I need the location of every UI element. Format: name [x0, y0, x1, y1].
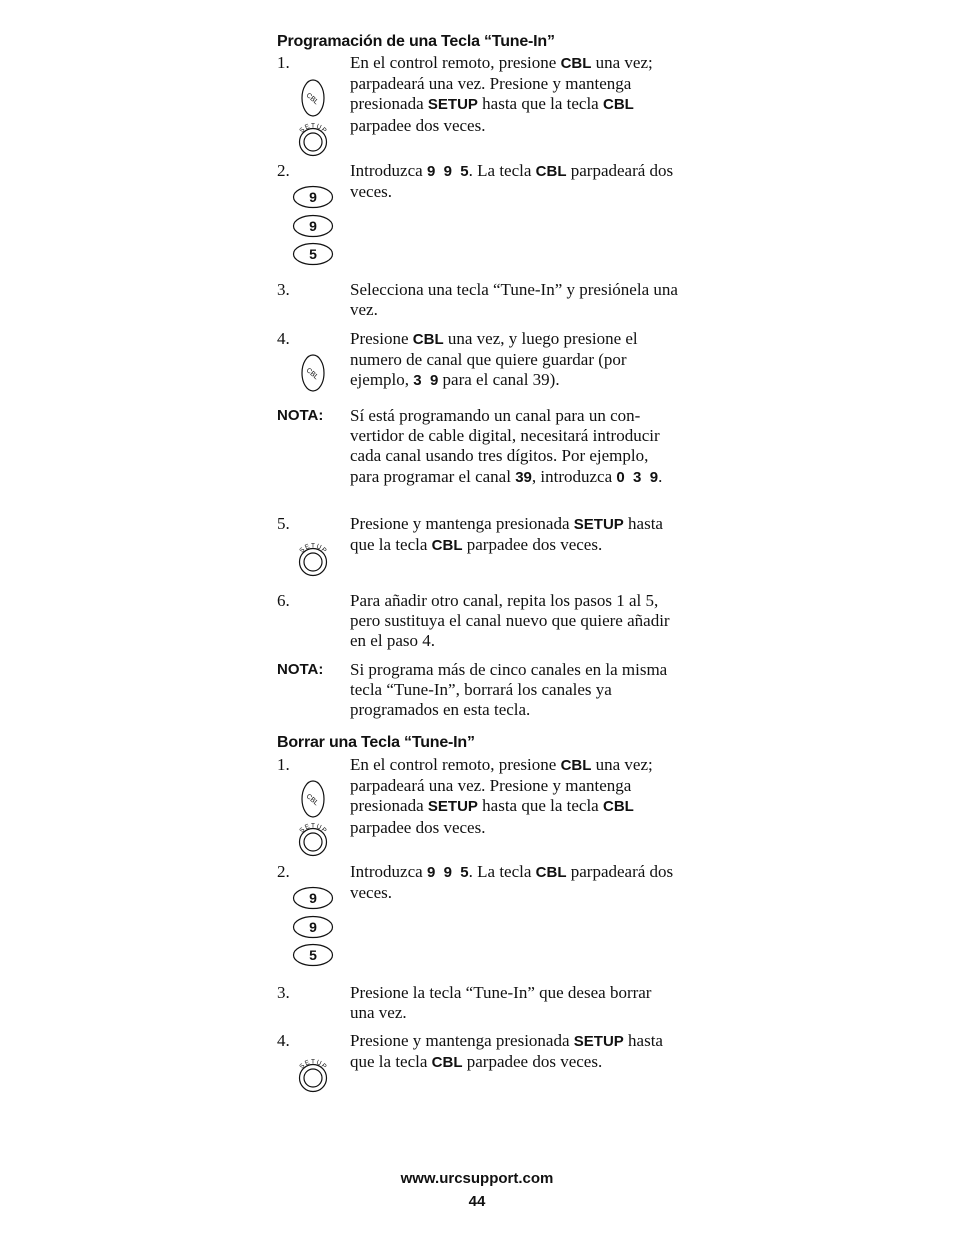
svg-text:U: U — [315, 823, 323, 832]
step-number: 6. — [277, 591, 290, 610]
text-segment: hasta que la tecla — [350, 1031, 663, 1072]
text-segment: parpadee dos veces. — [462, 1052, 603, 1072]
digit-key-icon — [292, 214, 334, 238]
step-text — [350, 514, 680, 556]
step-text — [350, 161, 680, 202]
svg-text:P: P — [319, 546, 328, 555]
svg-text:P: P — [319, 826, 328, 835]
svg-text:U: U — [315, 543, 323, 552]
key-label: 9 9 5 — [426, 864, 469, 881]
key-label: 3 9 — [413, 372, 439, 390]
svg-text:P: P — [319, 1062, 328, 1071]
step-number: 5. — [277, 514, 290, 533]
step-text — [350, 591, 680, 652]
text-segment: , introduzca — [531, 466, 617, 486]
cbl-key-icon — [300, 78, 326, 118]
text-segment: parpadee dos veces. — [350, 115, 486, 135]
text-segment: Para añadir otro canal, repita los pasos 1 al 5, pero sustituya el canal nuevo que quiere añadir en el paso 4. — [350, 591, 670, 651]
svg-text:U: U — [315, 123, 323, 132]
setup-key-icon — [295, 538, 331, 578]
text-segment: Selecciona una tecla “Tune-In” y presiónela una vez. — [350, 280, 678, 320]
footer-url: www.urcsupport.com — [400, 1170, 554, 1187]
key-label: SETUP — [427, 798, 478, 816]
text-segment: parpadee dos veces. — [462, 535, 603, 555]
svg-text:CBL: CBL — [304, 92, 320, 107]
key-label: CBL — [560, 757, 592, 774]
step-number: 2. — [277, 161, 290, 180]
text-segment: Presione y mantenga presionada — [350, 1031, 574, 1050]
svg-text:9: 9 — [309, 890, 317, 906]
step-text — [350, 983, 680, 1023]
svg-text:S: S — [298, 826, 307, 835]
svg-text:T: T — [311, 542, 315, 550]
text-segment: parpadeará dos veces. — [350, 862, 674, 903]
text-segment: Sí está programando un canal para un con-vertidor de cable digital, necesitará introducir cada canal usando tres dígitos. Por ejemplo, para programar el canal — [350, 406, 660, 486]
text-segment: En el control remoto, presione — [350, 53, 561, 72]
svg-text:P: P — [319, 126, 328, 135]
svg-text:E: E — [303, 543, 311, 552]
digit-key-icon — [292, 185, 334, 209]
text-segment: Presione — [350, 329, 413, 348]
text-segment: una vez, y luego presione el numero de canal que quiere guardar (por ejemplo, — [350, 329, 638, 390]
digit-key-icon — [292, 886, 334, 910]
svg-text:T: T — [311, 1058, 315, 1066]
text-segment: parpadeará dos veces. — [350, 161, 674, 202]
text-segment: hasta que la tecla — [350, 514, 663, 555]
svg-text:T: T — [311, 122, 315, 130]
step-text — [350, 280, 680, 320]
svg-text:9: 9 — [309, 189, 317, 205]
step-number: 4. — [277, 329, 290, 348]
key-label: SETUP — [427, 96, 478, 114]
svg-text:5: 5 — [309, 246, 317, 262]
page-number: 44 — [468, 1193, 486, 1210]
text-segment: una vez; parpadeará una vez. Presione y mantenga presionada — [350, 755, 653, 816]
step-number: 4. — [277, 1031, 290, 1050]
step-number: 1. — [277, 53, 290, 72]
svg-text:S: S — [298, 1062, 307, 1071]
key-label: CBL — [560, 55, 592, 72]
svg-text:CBL: CBL — [304, 793, 320, 808]
text-segment: hasta que la tecla — [477, 796, 603, 816]
step-text — [350, 862, 680, 903]
svg-text:T: T — [311, 822, 315, 830]
key-label: CBL — [431, 537, 463, 555]
digit-key-icon — [292, 943, 334, 967]
note-text — [350, 660, 680, 721]
text-segment: Presione la tecla “Tune-In” que desea borrar una vez. — [350, 983, 652, 1023]
section2-title: Borrar una Tecla “Tune-In” — [277, 734, 475, 751]
svg-text:9: 9 — [309, 918, 317, 935]
digit-key-icon — [292, 242, 334, 266]
step-number: 2. — [277, 862, 290, 881]
key-label: CBL — [535, 163, 567, 180]
step-number: 3. — [277, 983, 290, 1002]
key-label: 0 3 9 — [616, 468, 659, 486]
svg-text:9: 9 — [309, 217, 317, 234]
step-text — [350, 755, 680, 838]
key-label: 9 9 5 — [426, 163, 469, 180]
cbl-key-icon — [300, 779, 326, 819]
step-text — [350, 53, 680, 136]
key-label: CBL — [602, 798, 634, 816]
svg-text:S: S — [298, 126, 307, 135]
cbl-key-icon — [300, 353, 326, 393]
svg-text:S: S — [298, 546, 307, 555]
text-segment: hasta que la tecla — [477, 94, 603, 114]
digit-key-icon — [292, 915, 334, 939]
step-number: 1. — [277, 755, 290, 774]
text-segment: . La tecla — [468, 161, 536, 180]
key-label: CBL — [535, 864, 567, 881]
text-segment: Si programa más de cinco canales en la misma tecla “Tune-In”, borrará los canales ya programados en esta tecla. — [350, 660, 668, 720]
svg-text:E: E — [303, 1059, 311, 1068]
step-text — [350, 1031, 680, 1073]
key-label: 39 — [515, 468, 532, 486]
key-label: SETUP — [573, 516, 624, 533]
note-text — [350, 406, 680, 488]
setup-key-icon — [295, 118, 331, 158]
key-label: SETUP — [573, 1033, 624, 1050]
svg-text:E: E — [303, 123, 311, 132]
text-segment: . La tecla — [468, 862, 536, 881]
svg-text:CBL: CBL — [304, 367, 320, 382]
step-text — [350, 329, 680, 392]
text-segment: En el control remoto, presione — [350, 755, 561, 774]
note-label: NOTA: — [277, 661, 324, 678]
setup-key-icon — [295, 1054, 331, 1094]
svg-text:E: E — [303, 823, 311, 832]
note-label: NOTA: — [277, 407, 324, 424]
svg-text:U: U — [315, 1059, 323, 1068]
setup-key-icon — [295, 818, 331, 858]
text-segment: Presione y mantenga presionada — [350, 514, 574, 533]
key-label: CBL — [602, 96, 634, 114]
step-number: 3. — [277, 280, 290, 299]
text-segment: para el canal 39). — [438, 370, 560, 390]
section1-title: Programación de una Tecla “Tune-In” — [277, 33, 555, 50]
text-segment: . — [658, 466, 663, 486]
key-label: CBL — [412, 331, 444, 348]
key-label: CBL — [431, 1054, 463, 1072]
text-segment: una vez; parpadeará una vez. Presione y mantenga presionada — [350, 53, 653, 114]
text-segment: Introduzca — [350, 161, 427, 180]
text-segment: parpadee dos veces. — [350, 817, 486, 837]
text-segment: Introduzca — [350, 862, 427, 881]
svg-text:5: 5 — [309, 947, 317, 963]
